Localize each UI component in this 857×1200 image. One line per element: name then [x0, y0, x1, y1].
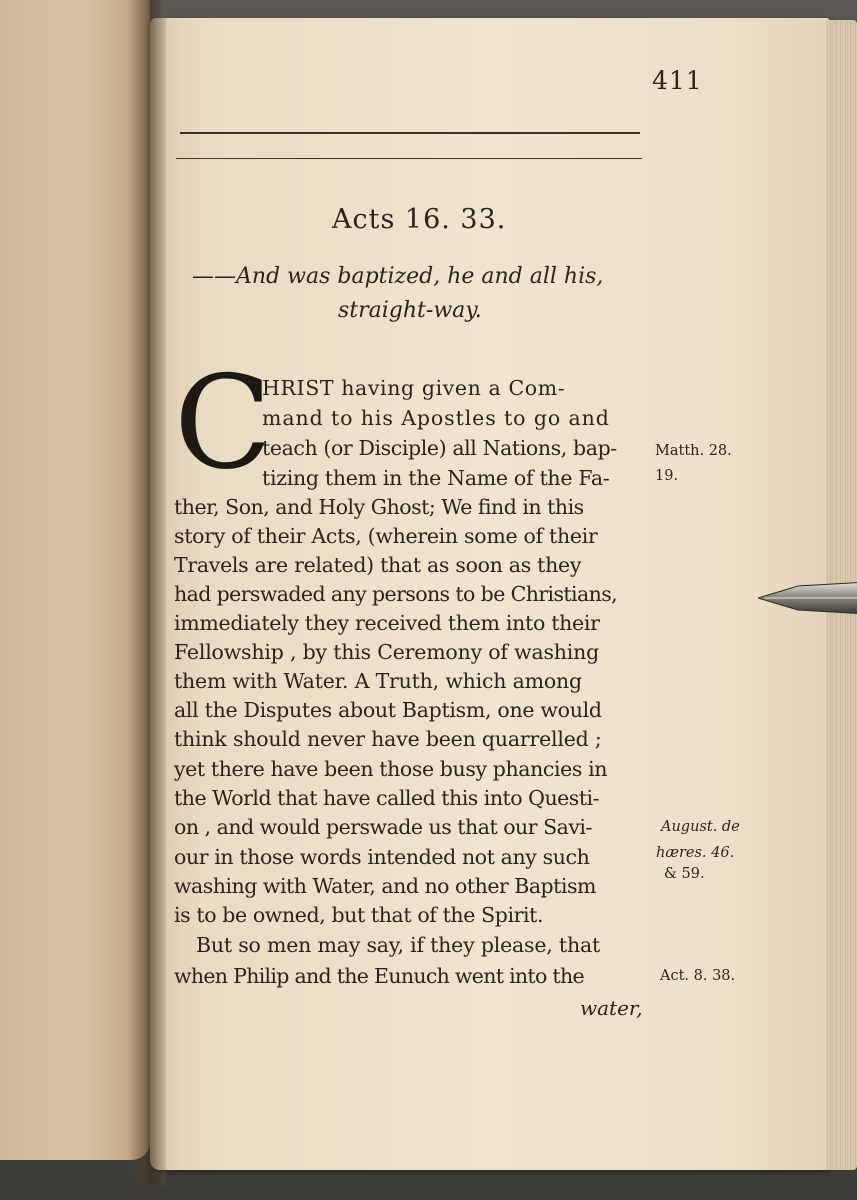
- body-line: them with Water. A Truth, which among: [174, 669, 582, 693]
- body-line: had perswaded any persons to be Christians,: [174, 582, 618, 606]
- body-line: our in those words intended not any such: [174, 845, 590, 869]
- body-line: washing with Water, and no other Baptism: [174, 874, 596, 898]
- header-rule-thin: [176, 158, 642, 159]
- pen-tip-icon: [758, 578, 857, 618]
- margin-note: August. de: [661, 819, 740, 835]
- body-line: But so men may say, if they please, that: [196, 933, 601, 957]
- body-line: tizing them in the Name of the Fa-: [262, 466, 610, 490]
- body-line: story of their Acts, (wherein some of their: [174, 524, 598, 548]
- book-gutter: [128, 0, 166, 1185]
- body-line: HRIST having given a Com-: [262, 376, 566, 400]
- epigraph-line-2: straight-way.: [338, 298, 482, 323]
- epigraph-line-1: ——And was baptized, he and all his,: [192, 264, 604, 289]
- drop-cap: C: [174, 349, 272, 498]
- body-line: yet there have been those busy phancies in: [174, 757, 608, 781]
- body-line: ther, Son, and Holy Ghost; We find in this: [174, 495, 584, 519]
- body-line: teach (or Disciple) all Nations, bap-: [262, 436, 617, 460]
- body-line: is to be owned, but that of the Spirit.: [174, 903, 544, 927]
- body-line: immediately they received them into their: [174, 611, 600, 635]
- body-line: the World that have called this into Questi-: [174, 786, 600, 810]
- margin-note: Act. 8. 38.: [660, 968, 736, 984]
- margin-note: 19.: [655, 468, 679, 484]
- scripture-heading: Acts 16. 33.: [332, 204, 507, 235]
- catchword: water,: [580, 996, 643, 1020]
- body-line: mand to his Apostles to go and: [262, 406, 610, 430]
- header-rule-thick: [180, 132, 640, 134]
- body-line: when Philip and the Eunuch went into the: [174, 964, 584, 988]
- margin-note: Matth. 28.: [655, 443, 732, 459]
- body-line: Travels are related) that as soon as they: [174, 553, 582, 577]
- body-line: Fellowship , by this Ceremony of washing: [174, 640, 600, 664]
- body-line: on , and would perswade us that our Savi-: [174, 815, 592, 839]
- body-line: all the Disputes about Baptism, one would: [174, 698, 602, 722]
- margin-note: & 59.: [664, 866, 705, 882]
- page-number: 411: [652, 66, 703, 95]
- margin-note: hæres. 46.: [656, 845, 735, 861]
- body-line: think should never have been quarrelled ;: [174, 727, 602, 751]
